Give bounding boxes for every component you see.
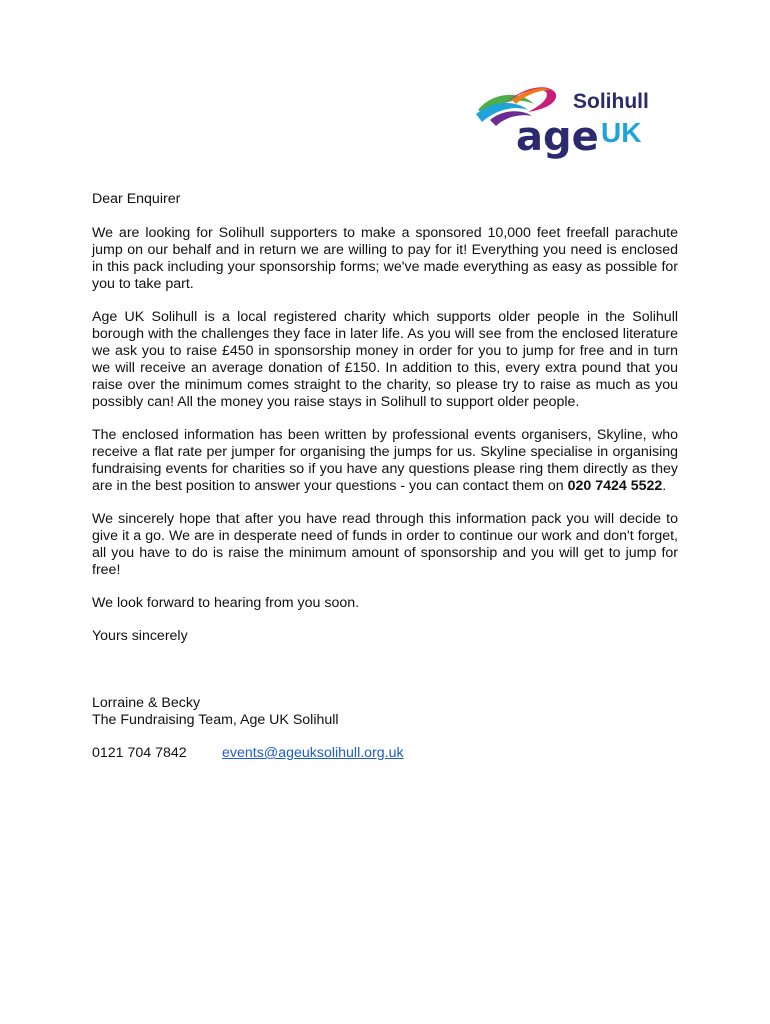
logo-swoosh-icon [472, 80, 672, 162]
contact-phone: 0121 704 7842 [92, 745, 187, 761]
signature-block [92, 695, 678, 762]
letter-paragraph-4: We sincerely hope that after you have read through this information pack you will decide to give it a go. We are in desperate need of funds in order to continue our work and don't forget, all you have to do is raise the minimum amount of sponsorship and you will get to jump for free! [92, 511, 678, 578]
letter-closing: Yours sincerely [92, 628, 188, 644]
letter-paragraph-2: Age UK Solihull is a local registered charity which supports older people in the Solihull borough with the challenges they face in later life. As you will see from the enclosed literature we ask you to raise £450 in sponsorship money in order for you to jump for free and in turn we will receive an average donation of £150. In addition to this, every extra pound that you raise over the minimum comes straight to the charity, so please try to raise as much as you possibly can! All the money you raise stays in Solihull to support older people. [92, 309, 678, 410]
contact-email-link[interactable]: events@ageuksolihull.org.uk [222, 745, 404, 761]
signatories: Lorraine & Becky [92, 695, 201, 711]
letter-body [92, 191, 678, 762]
age-uk-solihull-logo [472, 80, 672, 162]
letter-greeting: Dear Enquirer [92, 191, 181, 207]
letter-paragraph-1: We are looking for Solihull supporters to make a sponsored 10,000 feet freefall parachute jump on our behalf and in return we are willing to pay for it! Everything you need is enclosed in this pack including your sponsorship forms; we've made everything as easy as possible for you to take part. [92, 225, 678, 292]
contact-line [92, 745, 678, 762]
skyline-phone-number: 020 7424 5522 [567, 478, 663, 494]
paragraph-3-text: The enclosed information has been written by professional events organisers, Skyline, who receive a flat rate per jumper for organising the jumps for us. Skyline specialise in organising fundraising events for charities so if you have any questions please ring them directly as they are in the best position to answer your questions - you can contact them on [92, 427, 678, 494]
letter-paragraph-5: We look forward to hearing from you soon. [92, 595, 360, 611]
logo-branch-text: Solihull [573, 90, 649, 113]
logo-uk-text: UK [601, 117, 642, 148]
logo-age-text: age [516, 114, 599, 160]
letter-paragraph-3 [92, 427, 678, 495]
paragraph-3-end: . [662, 478, 667, 494]
team-name: The Fundraising Team, Age UK Solihull [92, 712, 339, 728]
